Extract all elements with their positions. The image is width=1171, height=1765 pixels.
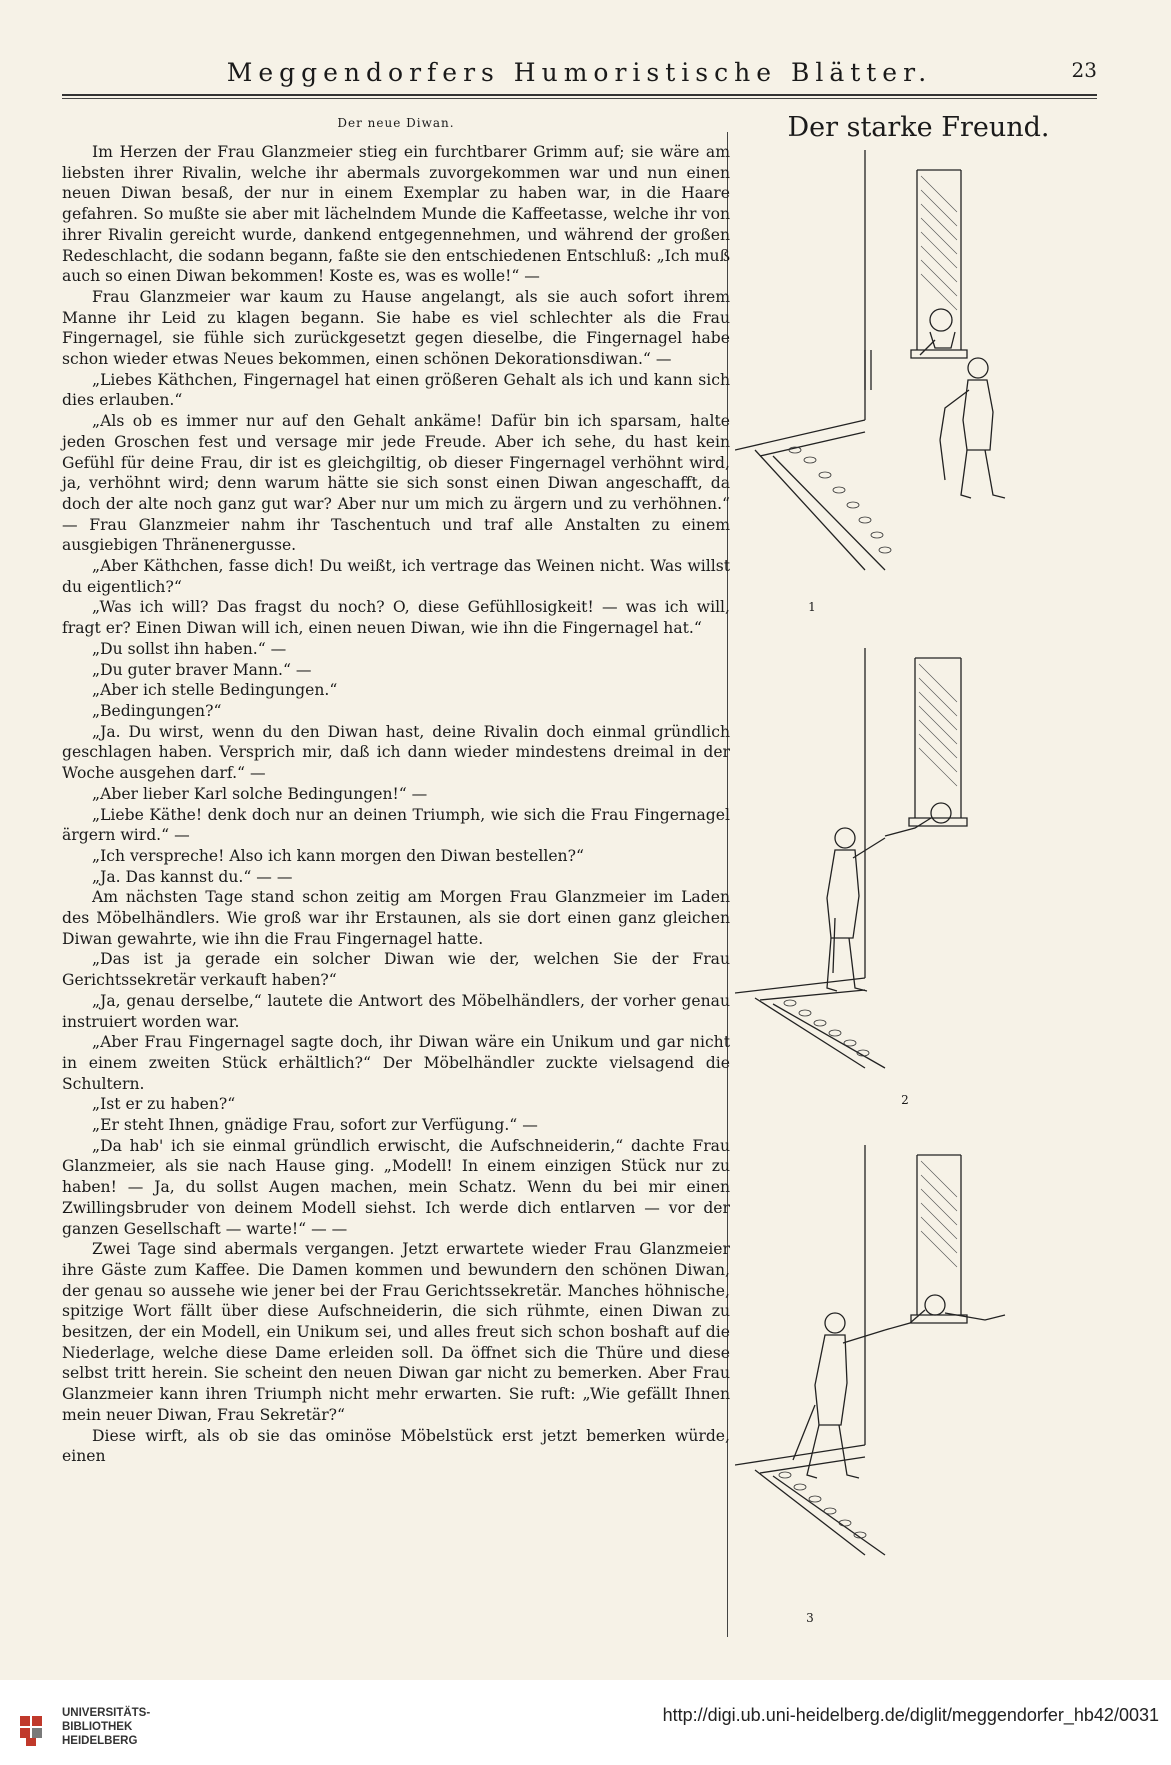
header-rule-thin xyxy=(62,98,1097,99)
article-paragraph: „Was ich will? Das fragst du noch? O, diese Gefühllosigkeit! — was ich will, fragt er? Einen Diwan will ich, einen neuen Diwan, wie ihn die Fingernagel hat.“ xyxy=(62,598,730,638)
article-paragraph: Am nächsten Tage stand schon zeitig am Morgen Frau Glanzmeier im Laden des Möbelhändlers. Wie groß war ihr Erstaunen, als sie dort einen ganz gleichen Diwan gewahrte, wie ihn die Frau Fingernagel hatte. xyxy=(62,888,730,948)
cartoon-drawing-1 xyxy=(735,150,1097,590)
article-paragraph: „Du sollst ihn haben.“ — xyxy=(92,639,287,658)
header-rule xyxy=(62,94,1097,96)
article-paragraph: „Du guter braver Mann.“ — xyxy=(92,660,312,679)
cartoon-title: Der starke Freund. xyxy=(787,112,1050,143)
cartoon-drawing-3 xyxy=(735,1145,1097,1575)
article-paragraph: „Liebes Käthchen, Fingernagel hat einen größeren Gehalt als ich und kann sich dies erlauben.“ xyxy=(62,370,730,410)
article-paragraph: „Ich verspreche! Also ich kann morgen den Diwan bestellen?“ xyxy=(92,846,584,865)
running-header xyxy=(62,52,1097,92)
cartoon-panel-3 xyxy=(735,1145,1097,1625)
panel-number-3: 3 xyxy=(806,1611,814,1625)
library-line: UNIVERSITÄTS- xyxy=(62,1707,151,1719)
article-title: Der neue Diwan. xyxy=(337,116,455,130)
article-column xyxy=(62,116,730,1467)
article-paragraph: Im Herzen der Frau Glanzmeier stieg ein furchtbarer Grimm auf; sie wäre am liebsten ihrer Rivalin, welche ihr abermals zuvorgekommen war und nun einen neuen Diwan besaß, der nur in einem Exemplar zu haben war, in die Haare gefahren. So mußte sie aber mit lächelndem Munde die Kaffeetasse, welche ihr von ihrer Rivalin gereicht wurde, dankend entgegennehmen, und während der großen Redeschlacht, die sodann begann, faßte sie den entschiedenen Entschluß: „Ich muß auch so einen Diwan bekommen! Koste es, was es wolle!“ — xyxy=(62,143,730,286)
article-paragraph: „Er steht Ihnen, gnädige Frau, sofort zur Verfügung.“ — xyxy=(92,1116,538,1135)
source-url-link[interactable]: http://digi.ub.uni-heidelberg.de/diglit/meggendorfer_hb42/0031 xyxy=(662,1705,1159,1725)
article-paragraph: „Aber Käthchen, fasse dich! Du weißt, ich vertrage das Weinen nicht. Was willst du eigentlich?“ xyxy=(62,557,730,596)
article-paragraph: „Da hab' ich sie einmal gründlich erwischt, die Aufschneiderin,“ dachte Frau Glanzmeier, als sie nach Hause ging. „Modell! In einem einzigen Stück nur zu haben! — Ja, du sollst Augen machen, mein Schatz. Wenn du bei mir einen Zwillingsbruder von deinem Modell siehst. Ich werde dich entlarven — vor der ganzen Gesellschaft — warte!“ — — xyxy=(62,1136,730,1238)
library-line: BIBLIOTHEK xyxy=(62,1721,133,1733)
page-number: 23 xyxy=(1071,58,1097,82)
library-line: HEIDELBERG xyxy=(62,1735,138,1747)
panel-number-1: 1 xyxy=(808,600,816,614)
cartoon-drawing-2 xyxy=(735,648,1097,1088)
article-paragraph: „Ja. Du wirst, wenn du den Diwan hast, deine Rivalin doch einmal gründlich geschlagen haben. Versprich mir, daß ich dann wieder mindestens dreimal in der Woche ausgehen darf.“ — xyxy=(62,722,730,783)
article-paragraph: Zwei Tage sind abermals vergangen. Jetzt erwartete wieder Frau Glanzmeier ihre Gäste zum Kaffee. Die Damen kommen und bewundern den schönen Diwan, der genau so aussehe wie jener bei der Frau Gerichtssekretär. Manches höhnische, spitzige Wort fällt über diese Aufschneiderin, die sich rühmte, einen Diwan zu besitzen, der ein Modell, ein Unikum sei, und alles freut sich schon boshaft auf die Niederlage, welche diese Dame erleiden soll. Da öffnet sich die Thüre und diese selbst tritt herein. Sie scheint den neuen Diwan gar nicht zu bemerken. Aber Frau Glanzmeier kann ihren Triumph nicht mehr erwarten. Sie ruft: „Wie gefällt Ihnen mein neuer Diwan, Frau Sekretär?“ xyxy=(62,1240,730,1424)
article-paragraph: „Bedingungen?“ xyxy=(92,701,222,720)
article-paragraph: Diese wirft, als ob sie das ominöse Möbelstück erst jetzt bemerken würde, einen xyxy=(62,1426,730,1466)
article-paragraph: „Aber lieber Karl solche Bedingungen!“ — xyxy=(92,784,428,803)
article-paragraph: „Aber ich stelle Bedingungen.“ xyxy=(92,681,338,700)
panel-number-2: 2 xyxy=(901,1093,909,1107)
article-paragraph: „Das ist ja gerade ein solcher Diwan wie der, welchen Sie der Frau Gerichtssekretär verkauft haben?“ xyxy=(62,950,730,990)
article-paragraph: Frau Glanzmeier war kaum zu Hause angelangt, als sie auch sofort ihrem Manne ihr Leid zu klagen begann. Sie habe es viel schlechter als die Frau Fingernagel, sie fühle sich zurückgesetzt gegen dieselbe, die Fingernagel habe schon wieder etwas Neues bekommen, einen schönen Dekorationsdiwan.“ — xyxy=(62,287,730,369)
article-paragraph: „Liebe Käthe! denk doch nur an deinen Triumph, wie sich die Frau Fingernagel ärgern wird.“ — xyxy=(62,805,730,845)
article-paragraph: „Ist er zu haben?“ xyxy=(92,1095,236,1114)
article-paragraph: „Aber Frau Fingernagel sagte doch, ihr Diwan wäre ein Unikum und gar nicht in einem zweiten Stück erhältlich?“ Der Möbelhändler zuckte vielsagend die Schultern. xyxy=(62,1033,730,1093)
article-body xyxy=(62,142,730,1467)
library-logo-icon xyxy=(14,1710,54,1750)
footer-bar xyxy=(0,1680,1171,1765)
article-paragraph: „Als ob es immer nur auf den Gehalt ankäme! Dafür bin ich sparsam, halte jeden Groschen fest und versage mir jede Freude. Aber ich sehe, du hast kein Gefühl für deine Frau, dir ist es gleichgiltig, ob dieser Fingernagel verhöhnt wird, ja, verhöhnt wird; denn warum hätte sie sich sonst einen Diwan angeschafft, da doch der alte noch ganz gut war? Aber nur um mich zu ärgern und zu verhöhnen.“ — Frau Glanzmeier nahm ihr Taschentuch und traf alle Anstalten zu einem ausgiebigen Thränenergusse. xyxy=(62,412,730,555)
cartoon-panel-1 xyxy=(735,150,1097,614)
journal-title: Meggendorfers Humoristische Blätter. xyxy=(226,58,933,87)
article-paragraph: „Ja. Das kannst du.“ — — xyxy=(92,867,293,886)
article-paragraph: „Ja, genau derselbe,“ lautete die Antwort des Möbelhändlers, der vorher genau instruiert worden war. xyxy=(62,991,730,1031)
library-name xyxy=(62,1706,150,1748)
cartoon-panel-2 xyxy=(735,648,1097,1107)
